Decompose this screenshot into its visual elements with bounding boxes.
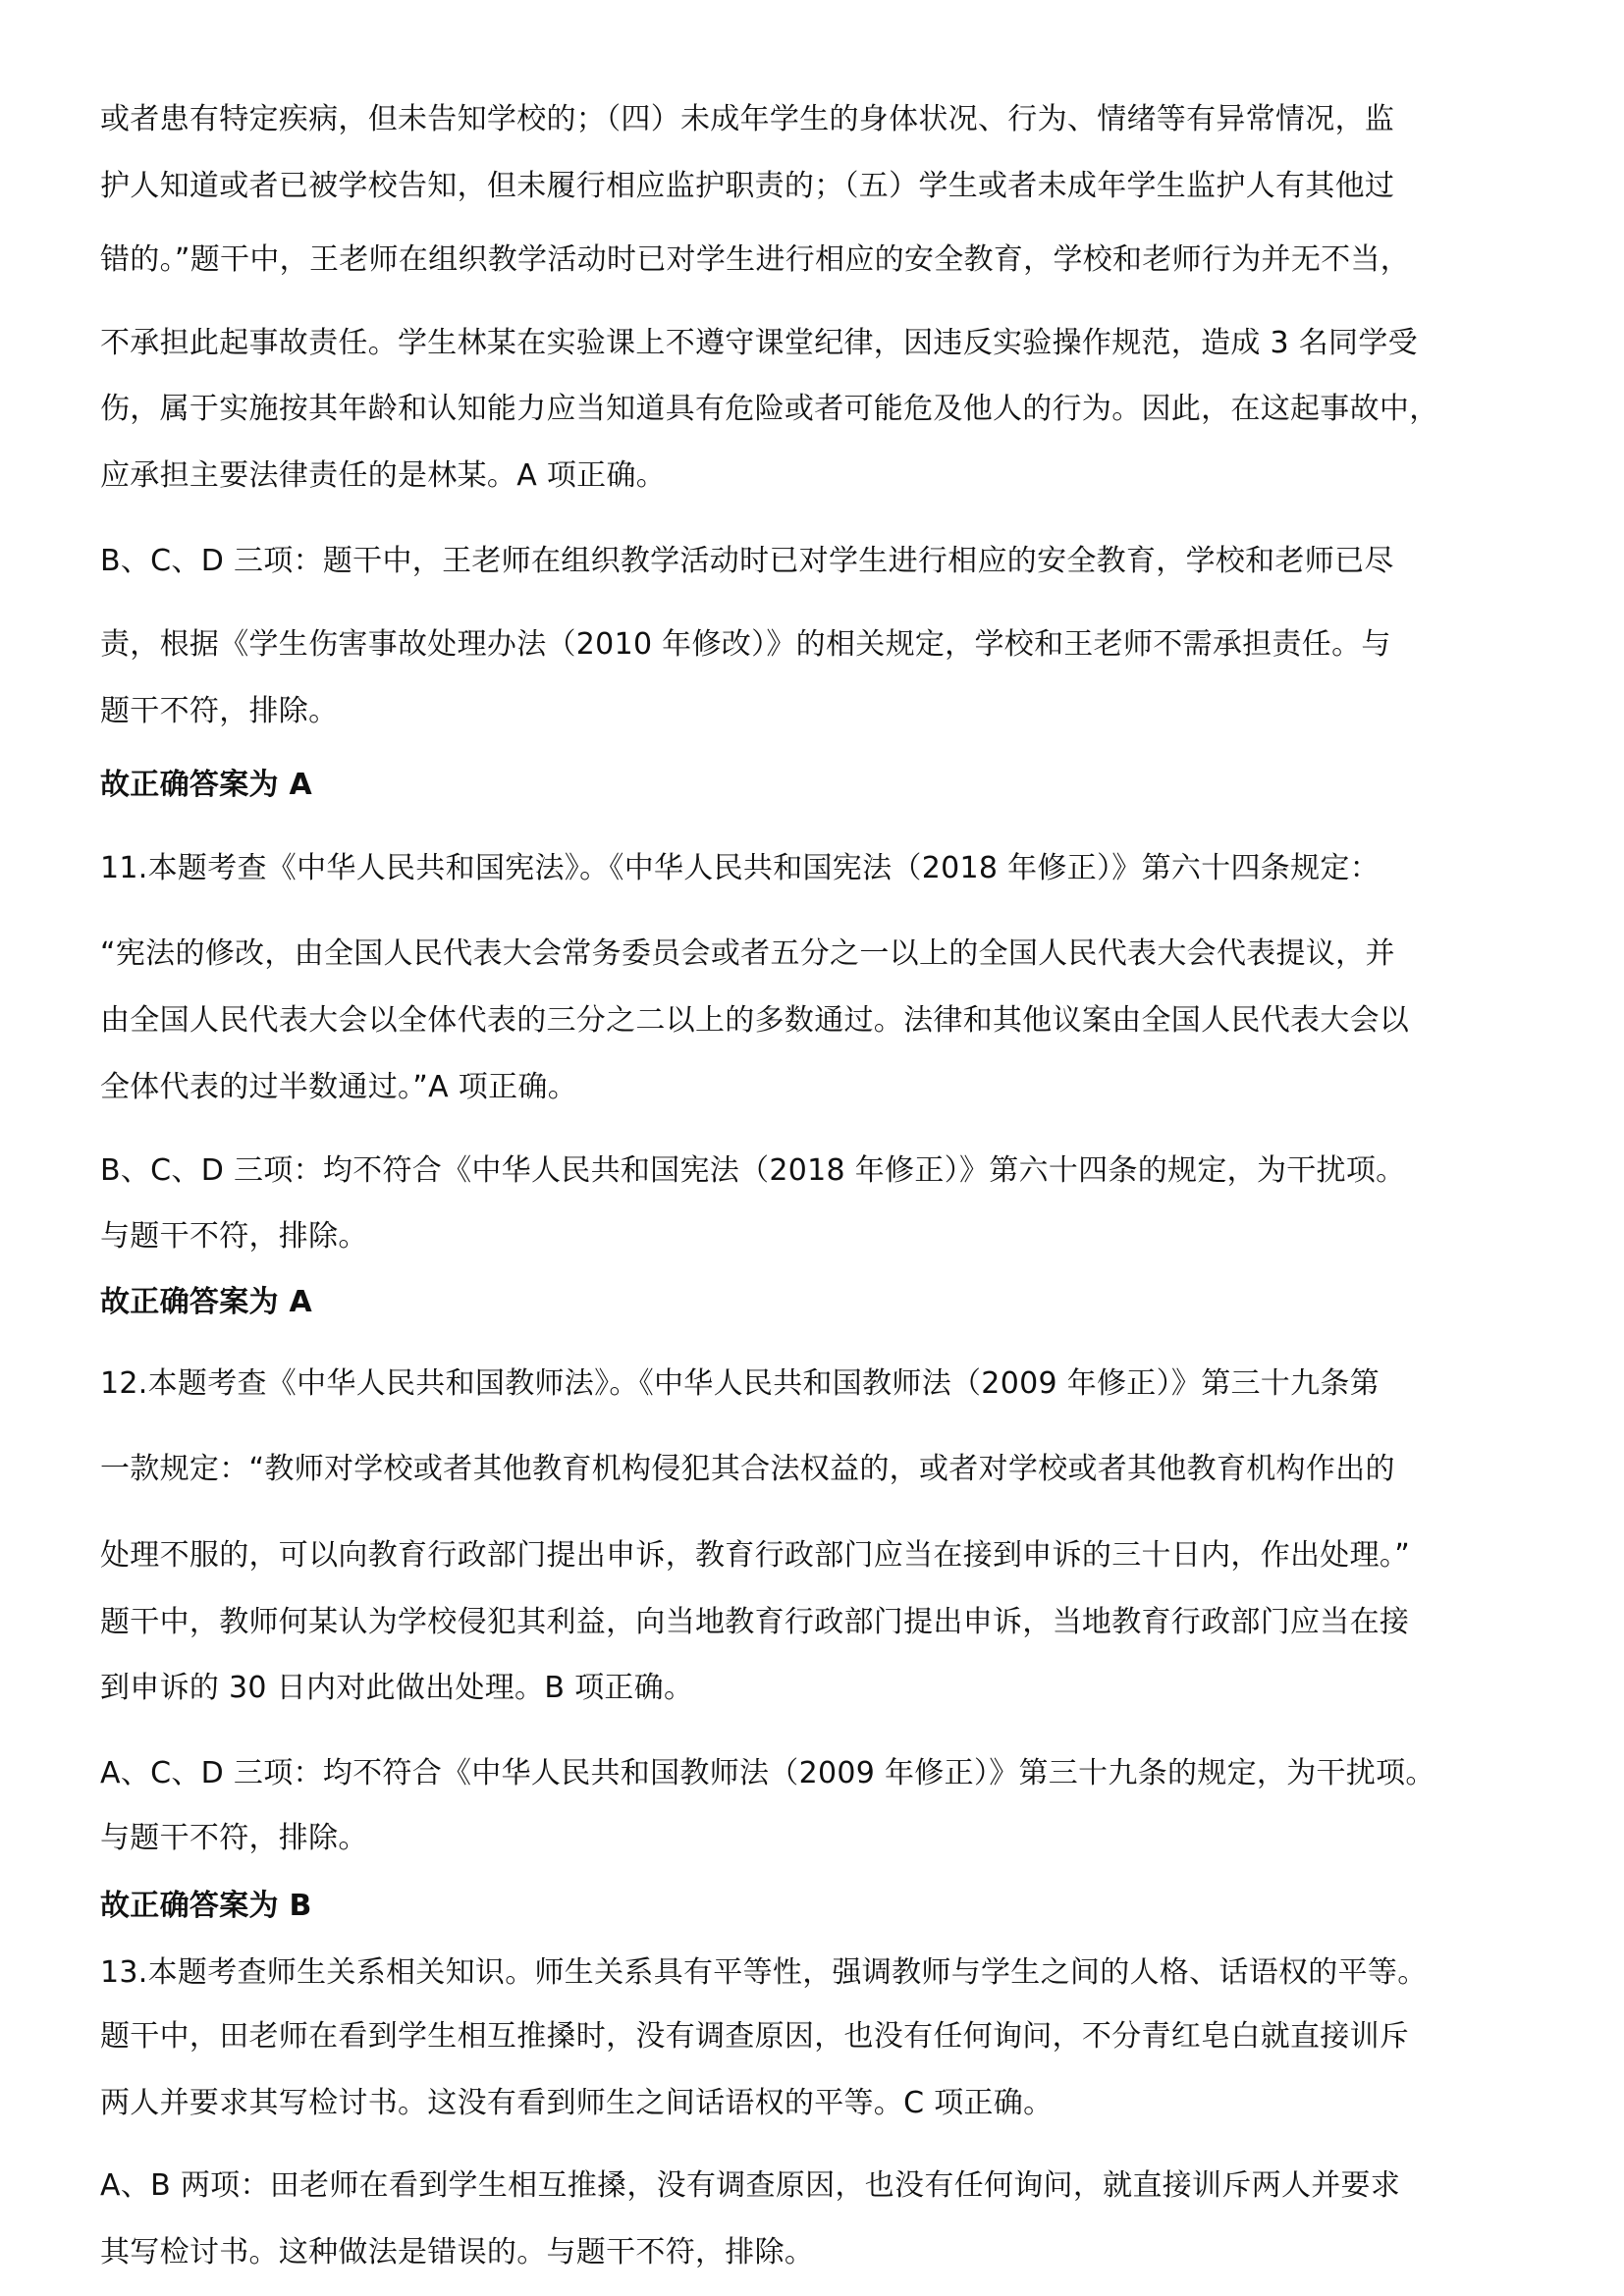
text-line: 到申诉的 30 日内对此做出处理。B 项正确。 — [100, 1671, 694, 1705]
text-line: 两人并要求其写检讨书。这没有看到师生之间话语权的平等。C 项正确。 — [100, 2086, 1054, 2120]
text-line: 题干中，教师何某认为学校侵犯其利益，向当地教育行政部门提出申诉，当地教育行政部门应当在接 — [100, 1605, 1410, 1639]
text-line: A、C、D 三项：均不符合《中华人民共和国教师法（2009 年修正）》第三十九条的规定，为干扰项。 — [100, 1756, 1435, 1790]
text-line: 护人知道或者已被学校告知，但未履行相应监护职责的；（五）学生或者未成年学生监护人有其他过 — [100, 169, 1395, 203]
text-line: 错的。”题干中，王老师在组织教学活动时已对学生进行相应的安全教育，学校和老师行为并无不当， — [100, 242, 1411, 277]
answer-line: 故正确答案为 B — [100, 1889, 312, 1923]
text-line: 12.本题考查《中华人民共和国教师法》。《中华人民共和国教师法（2009 年修正）》第三十九条第 — [100, 1366, 1380, 1401]
text-line: 其写检讨书。这种做法是错误的。与题干不符，排除。 — [100, 2235, 815, 2269]
text-line: 责，根据《学生伤害事故处理办法（2010 年修改）》的相关规定，学校和王老师不需承担责任。与 — [100, 627, 1391, 662]
text-line: 与题干不符，排除。 — [100, 1219, 368, 1254]
answer-line: 故正确答案为 A — [100, 768, 313, 802]
text-line: 题干不符，排除。 — [100, 694, 339, 728]
text-line: B、C、D 三项：均不符合《中华人民共和国宪法（2018 年修正）》第六十四条的规定，为干扰项。 — [100, 1153, 1406, 1188]
text-line: 13.本题考查师生关系相关知识。师生关系具有平等性，强调教师与学生之间的人格、话语权的平等。 — [100, 1955, 1428, 1990]
text-line: 应承担主要法律责任的是林某。A 项正确。 — [100, 458, 667, 493]
text-line: 11.本题考查《中华人民共和国宪法》。《中华人民共和国宪法（2018 年修正）》第六十四条规定： — [100, 851, 1380, 885]
answer-line: 故正确答案为 A — [100, 1285, 313, 1319]
text-line: 处理不服的，可以向教育行政部门提出申诉，教育行政部门应当在接到申诉的三十日内，作出处理。” — [100, 1538, 1411, 1573]
text-line: B、C、D 三项：题干中，王老师在组织教学活动时已对学生进行相应的安全教育，学校和老师已尽 — [100, 544, 1394, 578]
text-line: 由全国人民代表大会以全体代表的三分之二以上的多数通过。法律和其他议案由全国人民代表大会以 — [100, 1003, 1410, 1038]
text-line: 与题干不符，排除。 — [100, 1821, 368, 1855]
text-line: 伤，属于实施按其年龄和认知能力应当知道具有危险或者可能危及他人的行为。因此，在这起事故中， — [100, 392, 1439, 426]
text-line: “宪法的修改，由全国人民代表大会常务委员会或者五分之一以上的全国人民代表大会代表提议，并 — [100, 936, 1395, 971]
text-line: 不承担此起事故责任。学生林某在实验课上不遵守课堂纪律，因违反实验操作规范，造成 3 名同学受 — [100, 326, 1418, 360]
text-line: 题干中，田老师在看到学生相互推搡时，没有调查原因，也没有任何询问，不分青红皂白就直接训斥 — [100, 2019, 1410, 2054]
text-line: 全体代表的过半数通过。”A 项正确。 — [100, 1070, 577, 1104]
text-line: 一款规定：“教师对学校或者其他教育机构侵犯其合法权益的，或者对学校或者其他教育机构作出的 — [100, 1452, 1395, 1486]
text-line: 或者患有特定疾病，但未告知学校的；（四）未成年学生的身体状况、行为、情绪等有异常情况，监 — [100, 102, 1395, 136]
text-line: A、B 两项：田老师在看到学生相互推搡，没有调查原因，也没有任何询问，就直接训斥两人并要求 — [100, 2168, 1401, 2203]
